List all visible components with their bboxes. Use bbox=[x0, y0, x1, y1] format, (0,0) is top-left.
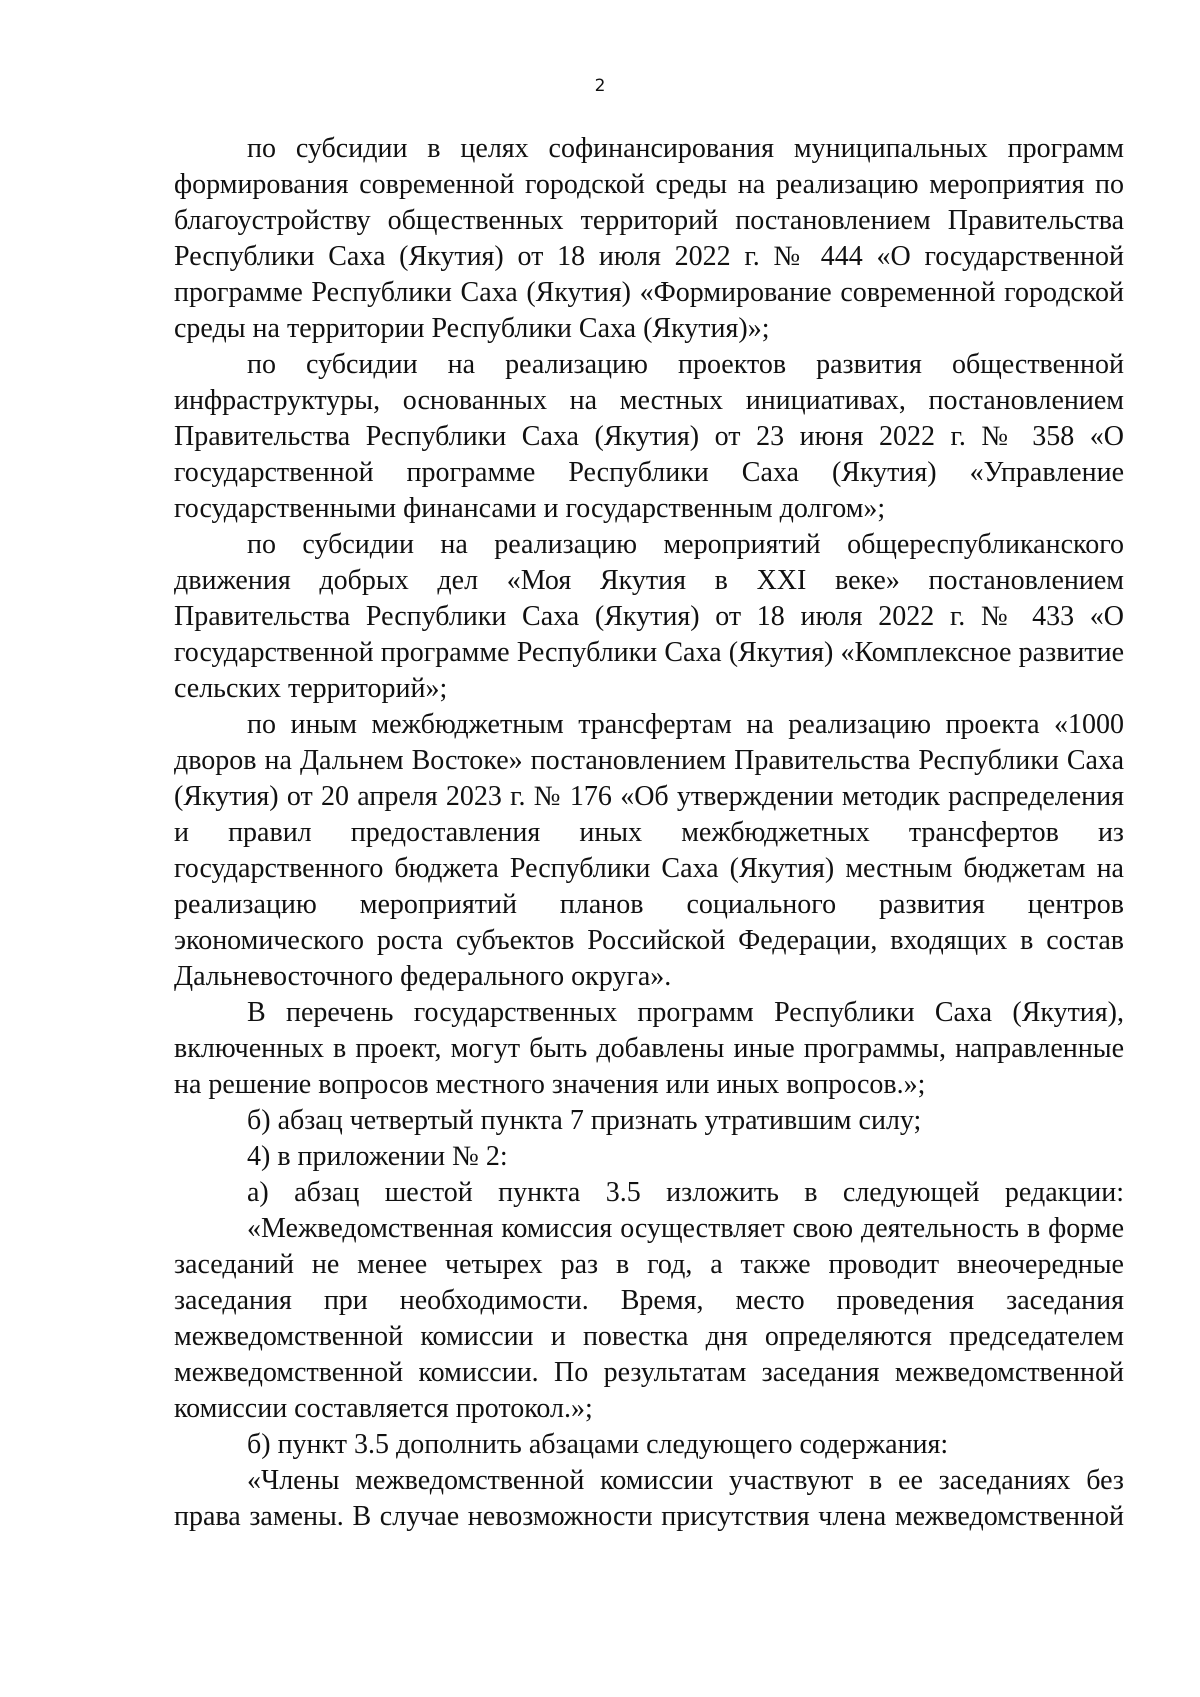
page-number: 2 bbox=[594, 76, 606, 96]
paragraph-commission-meetings: «Межведомственная комиссия осуществляет свою деятельность в форме заседаний не менее четырех раз в год, а также проводит внеочередные заседания при необходимости. Время, место проведения заседания межведомственной комиссии и повестка дня определяются председателем межведомственной комиссии. По результатам заседания межведомственной комиссии составляется протокол.»; bbox=[174, 1213, 1124, 1424]
paragraph-item-b-void: б) абзац четвертый пункта 7 признать утратившим силу; bbox=[247, 1105, 922, 1136]
document-body bbox=[174, 131, 1124, 1535]
paragraph-item-a-new-wording: а) абзац шестой пункта 3.5 изложить в следующей редакции: bbox=[247, 1177, 1124, 1208]
paragraph-subsidy-local-initiatives: по субсидии на реализацию проектов развития общественной инфраструктуры, основанных на местных инициативах, постановлением Правительства Республики Саха (Якутия) от 23 июня 2022 г. № 358 «О государственной программе Республики Саха (Якутия) «Управление государственными финансами и государственным долгом»; bbox=[174, 349, 1124, 524]
paragraph-item-b-supplement: б) пункт 3.5 дополнить абзацами следующего содержания: bbox=[247, 1429, 949, 1460]
paragraph-subsidy-urban-environment: по субсидии в целях софинансирования муниципальных программ формирования современной городской среды на реализацию мероприятия по благоустройству общественных территорий постановлением Правительства Республики Саха (Якутия) от 18 июля 2022 г. № 444 «О государственной программе Республики Саха (Якутия) «Формирование современной городской среды на территории Республики Саха (Якутия)»; bbox=[174, 133, 1124, 344]
paragraph-transfers-1000-yards: по иным межбюджетным трансфертам на реализацию проекта «1000 дворов на Дальнем Востоке» постановлением Правительства Республики Саха (Якутия) от 20 апреля 2023 г. № 176 «Об утверждении методик распределения и правил предоставления иных межбюджетных трансфертов из государственного бюджета Республики Саха (Якутия) местным бюджетам на реализацию мероприятий планов социального развития центров экономического роста субъектов Российской Федерации, входящих в состав Дальневосточного федерального округа». bbox=[174, 709, 1124, 992]
paragraph-appendix-2: 4) в приложении № 2: bbox=[247, 1141, 508, 1172]
paragraph-program-list: В перечень государственных программ Республики Саха (Якутия), включенных в проект, могут быть добавлены иные программы, направленные на решение вопросов местного значения или иных вопросов.»; bbox=[174, 997, 1124, 1100]
paragraph-subsidy-good-deeds: по субсидии на реализацию мероприятий общереспубликанского движения добрых дел «Моя Якутия в XXI веке» постановлением Правительства Республики Саха (Якутия) от 18 июля 2022 г. № 433 «О государственной программе Республики Саха (Якутия) «Комплексное развитие сельских территорий»; bbox=[174, 529, 1124, 704]
paragraph-commission-members: «Члены межведомственной комиссии участвуют в ее заседаниях без права замены. В случае невозможности присутствия члена межведомственной bbox=[174, 1465, 1124, 1532]
